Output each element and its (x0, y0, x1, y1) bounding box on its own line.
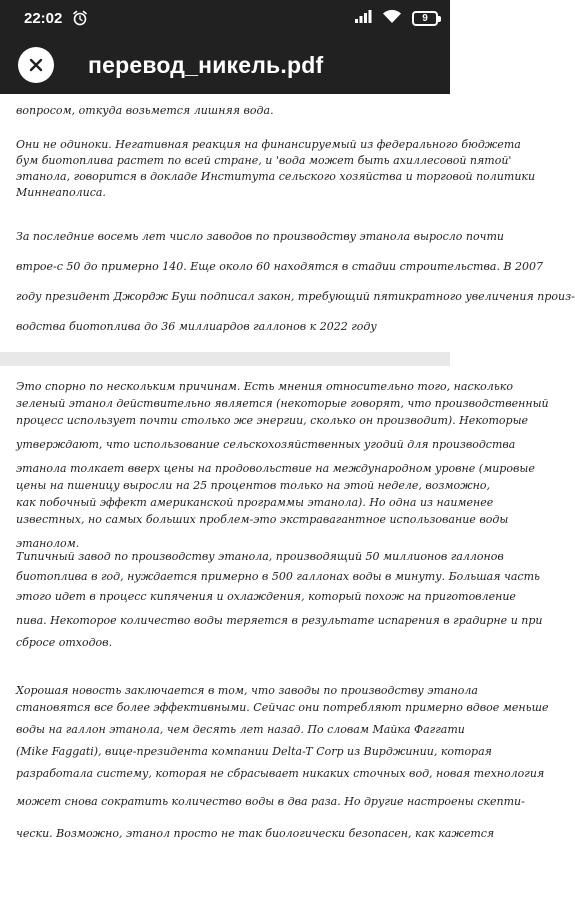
text-line: этанола, говорится в докладе Института сельского хозяйства и торговой политики (16, 170, 536, 183)
text-line: Хорошая новость заключается в том, что заводы по производству этанола (16, 684, 478, 697)
cell-signal-icon (354, 9, 372, 27)
text-line: цены на пшеницу выросли на 25 процентов только на этой неделе, возможно, (16, 479, 490, 492)
text-block (16, 684, 549, 841)
text-line: бум биотоплива растет по всей стране, и 'вода может быть ахиллесовой пятой' (16, 154, 512, 167)
wifi-icon (382, 9, 402, 28)
text-line: этанолом. (16, 537, 80, 550)
text-block (16, 138, 536, 200)
text-line: утверждают, что использование сельскохозяйственных угодий для производства (16, 438, 516, 451)
text-line: пива. Некоторое количество воды теряется в результате испарения в градирне и при (16, 614, 543, 627)
text-line: этого идет в процесс кипячения и охлаждения, который похож на приготовление (16, 590, 516, 603)
text-line: За последние восемь лет число заводов по производству этанола выросло почти (16, 230, 504, 243)
text-line: чески. Возможно, этанол просто не так биологически безопасен, как кажется (16, 827, 495, 840)
text-line: биотоплива в год, нуждается примерно в 500 галлонах воды в минуту. Большая часть (16, 570, 541, 583)
text-block (16, 550, 543, 650)
text-line: может снова сократить количество воды в два раза. Но другие настроены скепти- (16, 795, 525, 808)
text-block (16, 380, 549, 551)
pdf-page-2[interactable] (0, 366, 549, 900)
app-bar (0, 36, 450, 94)
battery-icon (412, 11, 438, 26)
document-title: перевод_никель.pdf (88, 51, 324, 78)
text-block (16, 230, 575, 334)
text-line: Это спорно по нескольким причинам. Есть мнения относительно того, насколько (16, 380, 513, 393)
text-line: процесс использует почти столько же энергии, сколько он производит). Некоторые (16, 414, 529, 427)
text-line: разработала систему, которая не сбрасывает никаких сточных вод, новая технология (16, 767, 545, 780)
page-separator (0, 352, 450, 366)
text-line: зеленый этанол действительно является (некоторые говорят, что производственный (16, 397, 549, 410)
text-line: Они не одиноки. Негативная реакция на финансируемый из федерального бюджета (16, 138, 521, 151)
text-line: втрое-с 50 до примерно 140. Еще около 60 находятся в стадии строительства. В 2007 (16, 260, 544, 273)
text-line: Типичный завод по производству этанола, производящий 50 миллионов галлонов (16, 550, 504, 563)
status-bar (0, 0, 450, 36)
alarm-clock-icon (72, 10, 88, 26)
text-line: как побочный эффект американской программы этанола). Но одна из наименее (16, 496, 494, 509)
text-line: этанола толкает вверх цены на продовольствие на международном уровне (мировые (16, 462, 535, 475)
text-line: водства биотоплива до 36 миллиардов галлонов к 2022 году (16, 320, 377, 333)
text-line: сбросе отходов. (16, 636, 113, 649)
text-line: Миннеаполиса. (16, 186, 106, 199)
close-button[interactable] (18, 47, 54, 83)
text-line: вопросом, откуда возьмется лишняя вода. (16, 104, 274, 117)
pdf-page-1[interactable] (0, 94, 575, 352)
text-block (16, 104, 436, 118)
text-line: воды на галлон этанола, чем десять лет назад. По словам Майка Фаггати (16, 723, 465, 736)
close-icon (28, 57, 44, 73)
text-line: становятся все более эффективными. Сейчас они потребляют примерно вдвое меньше (16, 701, 549, 714)
status-time: 22:02 (24, 9, 63, 27)
text-line: (Mike Faggati), вице-президента компании Delta-T Corp из Вирджинии, которая (16, 745, 492, 758)
text-line: известных, но самых больших проблем-это экстравагантное использование воды (16, 513, 509, 526)
text-line: году президент Джордж Буш подписал закон, требующий пятикратного увеличения произ- (16, 290, 575, 303)
battery-level: 9 (422, 12, 428, 24)
